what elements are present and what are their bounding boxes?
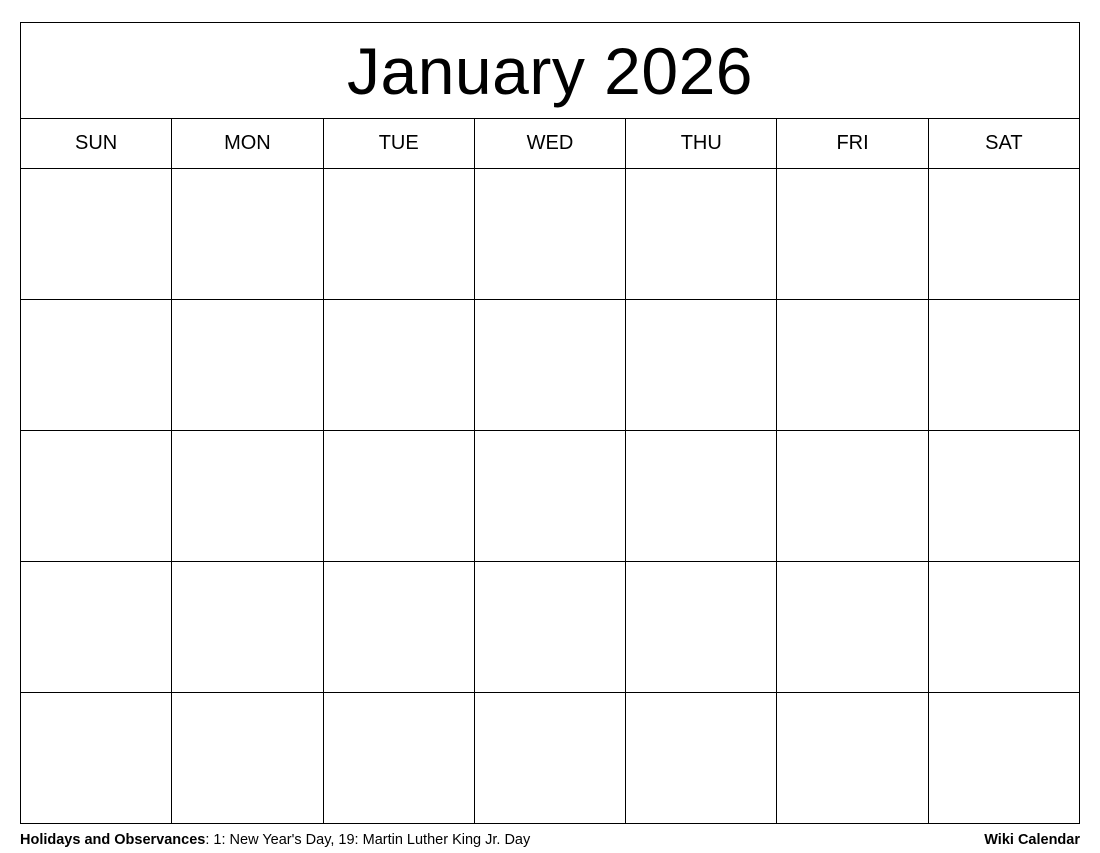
day-cell[interactable] [777, 300, 928, 431]
calendar-table [20, 22, 1080, 824]
day-cell[interactable] [626, 693, 777, 824]
day-cell[interactable] [474, 431, 625, 562]
day-cell[interactable] [172, 300, 323, 431]
calendar-title-cell [21, 23, 1080, 119]
day-cell[interactable] [21, 300, 172, 431]
day-cell[interactable] [21, 693, 172, 824]
holidays-label: Holidays and Observances [20, 832, 206, 848]
calendar-week-row [21, 300, 1080, 431]
calendar-title-row [21, 23, 1080, 119]
day-cell[interactable] [21, 431, 172, 562]
holidays-text: 1: New Year's Day, 19: Martin Luther King Jr. Day [213, 832, 531, 848]
weekday-header-tue: TUE [323, 119, 474, 169]
calendar-week-row [21, 693, 1080, 824]
day-cell[interactable] [626, 169, 777, 300]
weekday-header-wed: WED [474, 119, 625, 169]
calendar-week-row [21, 431, 1080, 562]
day-cell[interactable] [323, 431, 474, 562]
day-cell[interactable] [626, 300, 777, 431]
day-cell[interactable] [323, 562, 474, 693]
day-cell[interactable] [323, 693, 474, 824]
day-cell[interactable] [323, 300, 474, 431]
day-cell[interactable] [172, 431, 323, 562]
day-cell[interactable] [626, 562, 777, 693]
day-cell[interactable] [777, 431, 928, 562]
day-cell[interactable] [172, 693, 323, 824]
day-cell[interactable] [777, 169, 928, 300]
calendar-week-row [21, 169, 1080, 300]
holidays-separator: : [205, 832, 214, 848]
day-cell[interactable] [172, 169, 323, 300]
holidays-note [20, 832, 530, 848]
day-cell[interactable] [323, 169, 474, 300]
day-cell[interactable] [474, 562, 625, 693]
day-cell[interactable] [928, 169, 1079, 300]
day-cell[interactable] [21, 169, 172, 300]
weekday-header-row [21, 119, 1080, 169]
calendar-footer [20, 824, 1080, 848]
day-cell[interactable] [777, 562, 928, 693]
page-title: January 2026 [347, 33, 753, 108]
day-cell[interactable] [474, 300, 625, 431]
weekday-header-thu: THU [626, 119, 777, 169]
day-cell[interactable] [474, 693, 625, 824]
brand-label: Wiki Calendar [984, 832, 1080, 848]
weekday-header-fri: FRI [777, 119, 928, 169]
calendar-week-row [21, 562, 1080, 693]
weekday-header-sat: SAT [928, 119, 1079, 169]
weekday-header-mon: MON [172, 119, 323, 169]
day-cell[interactable] [172, 562, 323, 693]
day-cell[interactable] [928, 300, 1079, 431]
day-cell[interactable] [626, 431, 777, 562]
day-cell[interactable] [928, 562, 1079, 693]
day-cell[interactable] [928, 693, 1079, 824]
day-cell[interactable] [21, 562, 172, 693]
day-cell[interactable] [928, 431, 1079, 562]
day-cell[interactable] [474, 169, 625, 300]
weekday-header-sun: SUN [21, 119, 172, 169]
day-cell[interactable] [777, 693, 928, 824]
